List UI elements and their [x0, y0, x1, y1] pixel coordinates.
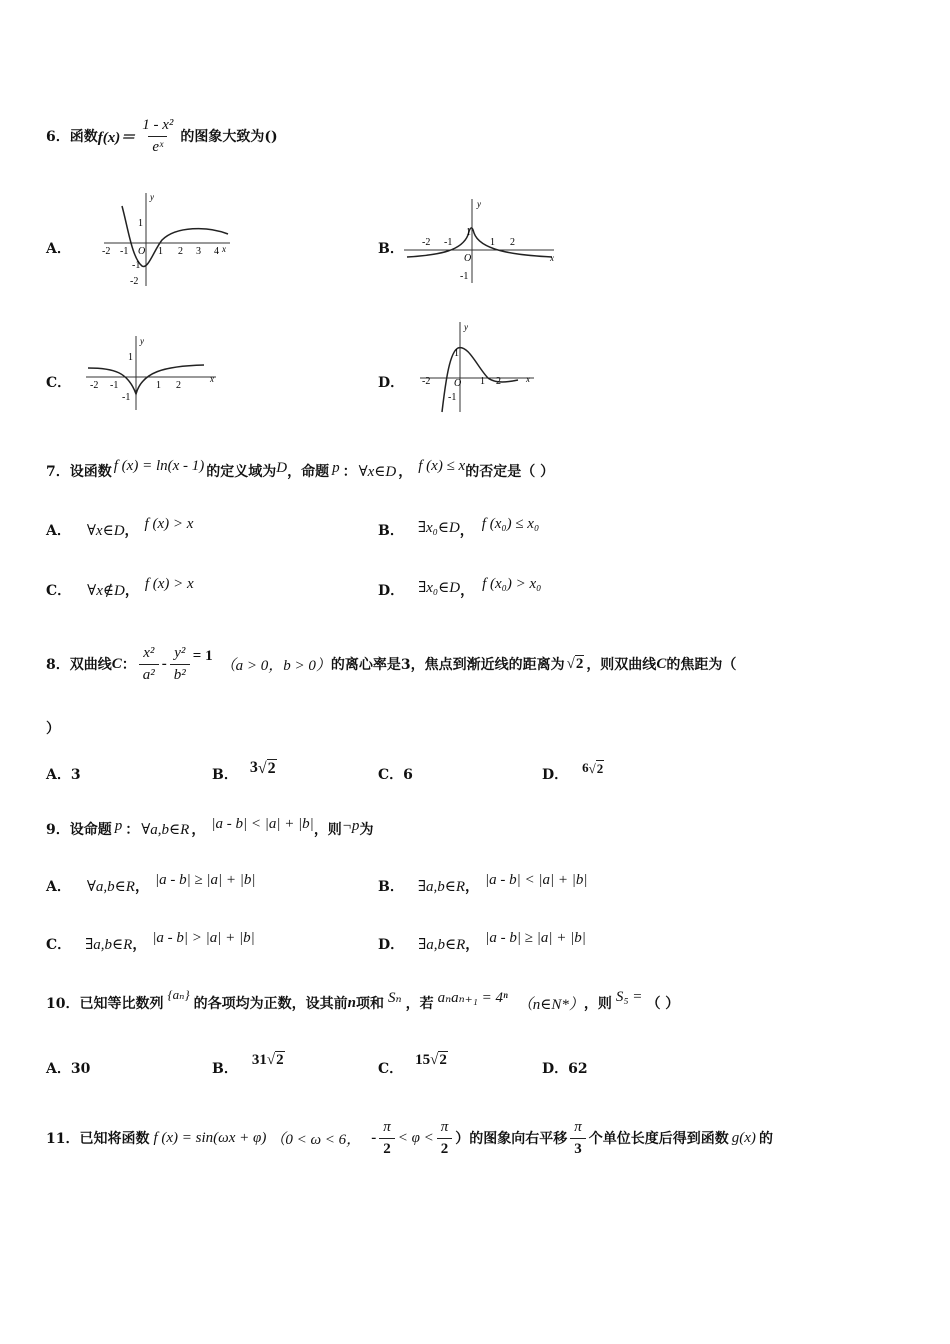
option-label: D．: [542, 767, 569, 783]
tick-label: -1: [132, 260, 141, 271]
option-comma: ，: [134, 879, 149, 895]
tick-label: x: [526, 374, 530, 384]
tick-label: 2: [176, 380, 181, 391]
tick-label: 1: [480, 376, 485, 387]
option-label: C．: [378, 767, 404, 783]
q7-option-a[interactable]: [46, 515, 194, 540]
tick-label: 1: [490, 237, 495, 248]
q6-option-a-label[interactable]: A．: [46, 241, 71, 257]
option-comma: ，: [132, 937, 147, 953]
q8-condition: （a > 0，b > 0）: [220, 657, 331, 674]
option-comma: ，: [124, 583, 139, 599]
option-comma: ，: [459, 523, 474, 539]
q10-prefix: 10．已知等比数列: [46, 996, 164, 1012]
option-value: 3: [70, 767, 81, 783]
tick-label: 1: [466, 227, 471, 238]
q10-option-d[interactable]: [542, 1058, 588, 1078]
option-condition: |a - b| ≥ |a| + |b|: [154, 871, 256, 888]
q9-condition: |a - b| < |a| + |b|: [211, 815, 314, 832]
q8-curve-name-2: C: [656, 655, 667, 672]
q9-quantifier: ∀a,b∈R: [141, 821, 190, 838]
q6-graph-b: [402, 195, 562, 287]
option-label: D．: [542, 1061, 569, 1077]
q11-frac-upper: [437, 1119, 453, 1158]
q10-text3: ，若: [405, 996, 434, 1012]
option-coefficient: 6: [582, 760, 589, 775]
denominator: 2: [437, 1138, 453, 1158]
numerator: y²: [174, 644, 186, 661]
q7-colon: ：: [342, 464, 357, 480]
q10-condition: （n∈N*）: [517, 996, 584, 1013]
q8-text3: 的焦距为（: [666, 657, 737, 673]
q6-option-d-label[interactable]: D．: [378, 375, 405, 391]
option-value: 62: [568, 1061, 588, 1077]
option-sqrt: √ 2: [430, 1052, 447, 1068]
option-sqrt: √ 2: [588, 760, 604, 776]
q10-relation: aₙaₙ₊₁ = 4ⁿ: [437, 989, 508, 1006]
q8-equals: = 1: [192, 647, 213, 664]
q7-forall: ∀x∈D: [358, 463, 397, 480]
q8-stem: [46, 634, 736, 694]
option-condition: f (x₀) ≤ x₀: [481, 515, 540, 532]
tick-label: 1: [128, 352, 133, 363]
q6-option-c-label[interactable]: C．: [46, 375, 72, 391]
q11-frac-lower: [379, 1119, 395, 1158]
tick-label: 1: [158, 246, 163, 257]
q6-numerator: 1 - x²: [142, 116, 174, 133]
radicand: 2: [439, 1052, 447, 1068]
tick-label: -1: [122, 392, 131, 403]
q7-domain: D: [276, 459, 288, 476]
tick-label: -1: [460, 271, 469, 282]
q7-mid1: 的定义域为: [206, 464, 277, 480]
option-label: A．: [46, 523, 71, 539]
q11-text2: 个单位长度后得到函数: [588, 1131, 729, 1147]
tick-label: x: [210, 374, 214, 384]
q6-prefix: 6．函数: [46, 129, 98, 145]
q6-stem: [46, 112, 278, 160]
tick-label: -1: [448, 392, 457, 403]
option-comma: ，: [460, 583, 475, 599]
curve: [88, 365, 204, 394]
q9-suffix: 为: [359, 822, 374, 838]
option-quantifier: ∀x∈D: [86, 522, 125, 539]
q11-text1: 的图象向右平移: [469, 1131, 568, 1147]
option-label: A．: [46, 767, 71, 783]
q10-option-a[interactable]: [46, 1058, 90, 1078]
option-label: B．: [378, 523, 404, 539]
q9-option-b[interactable]: [378, 871, 588, 896]
option-label: B．: [212, 1061, 238, 1077]
numerator: x²: [143, 644, 155, 661]
q10-S5: S₅ =: [615, 988, 643, 1005]
tick-label: -1: [120, 246, 129, 257]
q11-cond1: （0 < ω < 6，: [270, 1131, 362, 1148]
q8-option-b[interactable]: [212, 758, 277, 783]
q7-suffix: 的否定是（ ）: [465, 464, 555, 480]
q8-curve-name: C: [111, 655, 122, 672]
q9-option-d[interactable]: [378, 929, 586, 954]
tick-label: -1: [444, 237, 453, 248]
q11-stem: [46, 1112, 773, 1164]
option-quantifier: ∃x₀∈D: [417, 519, 460, 536]
option-value: 6: [403, 767, 413, 783]
tick-label: x: [550, 253, 554, 263]
option-label: D．: [378, 583, 405, 599]
q9-p: p: [114, 817, 123, 834]
tick-label: -2: [422, 376, 431, 387]
option-coefficient: 31: [251, 1051, 267, 1068]
q10-Sn: Sₙ: [388, 989, 402, 1006]
q8-text1: 的离心率是3，焦点到渐近线的距离为: [330, 657, 565, 673]
option-label: A．: [46, 879, 71, 895]
option-quantifier: ∃x₀∈D: [418, 579, 461, 596]
option-label: C．: [46, 937, 72, 953]
option-sqrt: √ 2: [266, 1052, 284, 1068]
q8-frac-x: [139, 645, 159, 684]
tick-label: y: [150, 192, 154, 202]
q11-neg: -: [371, 1129, 377, 1146]
q11-frac-shift: [570, 1119, 586, 1158]
q8-close-paren: ）: [46, 721, 60, 737]
denominator: b²: [170, 664, 190, 684]
q10-option-b[interactable]: [212, 1050, 285, 1077]
radicand: 2: [276, 1052, 284, 1068]
option-label: C．: [46, 583, 72, 599]
option-sqrt: √ 2: [257, 759, 276, 777]
q8-option-c[interactable]: [378, 764, 413, 784]
q8-colon: ：: [121, 657, 136, 673]
tick-label: O: [454, 378, 462, 389]
q9-option-a[interactable]: [46, 871, 256, 896]
option-quantifier: ∃a,b∈R: [418, 936, 466, 953]
option-condition: |a - b| > |a| + |b|: [152, 929, 255, 946]
q11-suffix: 的: [758, 1131, 773, 1147]
tick-label: -2: [90, 380, 99, 391]
q8-frac-y: [170, 645, 190, 684]
option-quantifier: ∃a,b∈R: [417, 878, 465, 895]
q6-fraction: [138, 117, 177, 156]
q11-prefix: 11．已知将函数: [46, 1131, 150, 1147]
q7-stem: [46, 456, 554, 486]
q7-func: f (x) = ln(x - 1): [113, 457, 205, 474]
tick-label: O: [138, 246, 146, 257]
option-condition: |a - b| ≥ |a| + |b|: [485, 929, 586, 946]
option-quantifier: ∀a,b∈R: [86, 878, 135, 895]
option-condition: |a - b| < |a| + |b|: [485, 871, 588, 888]
q9-prefix: 9．设命题: [46, 822, 112, 838]
q11-phi-range: < φ <: [397, 1129, 434, 1146]
option-label: D．: [378, 937, 405, 953]
q7-condition: f (x) ≤ x: [418, 457, 466, 474]
tick-label: -2: [130, 276, 139, 287]
q10-text1: 的各项均为正数，设其前: [193, 996, 348, 1012]
q8-prefix: 8．双曲线: [46, 657, 112, 673]
denominator: 2: [379, 1138, 395, 1158]
option-condition: f (x) > x: [144, 515, 194, 532]
tick-label: y: [140, 336, 144, 346]
q6-graph-d: [418, 318, 542, 416]
q8-option-d[interactable]: [542, 758, 604, 783]
q6-suffix: 的图象大致为(): [180, 129, 278, 145]
numerator: π: [440, 1118, 449, 1135]
q9-option-c[interactable]: [46, 929, 255, 954]
radicand: 2: [575, 656, 584, 672]
q8-text2: ，则双曲线: [586, 657, 657, 673]
q7-prefix: 7．设函数: [46, 464, 112, 480]
q9-mid: ，则: [313, 822, 342, 838]
q6-fx: f(x)＝: [97, 129, 136, 146]
option-label: B．: [212, 767, 238, 783]
denominator: a²: [139, 664, 159, 684]
option-quantifier: ∃a,b∈R: [85, 936, 133, 953]
q10-text4: ，则: [583, 996, 612, 1012]
tick-label: 3: [196, 246, 201, 257]
option-condition: f (x) > x: [144, 575, 194, 592]
option-comma: ，: [124, 523, 139, 539]
q9-colon: ：: [125, 822, 140, 838]
q10-text2: 项和: [356, 996, 384, 1012]
option-coefficient: 3: [249, 759, 258, 776]
q7-option-b[interactable]: [378, 515, 540, 540]
q7-mid2: ，命题: [287, 464, 330, 480]
q9-stem: [46, 814, 373, 844]
q8-minus: -: [161, 655, 167, 672]
q8-option-a[interactable]: [46, 764, 81, 784]
tick-label: 4: [214, 246, 219, 257]
q11-close: ）: [455, 1131, 470, 1147]
q10-sequence: {aₙ}: [167, 987, 190, 1002]
tick-label: -1: [110, 380, 119, 391]
tick-label: -2: [422, 237, 431, 248]
option-coefficient: 15: [415, 1051, 431, 1068]
curve: [122, 206, 228, 267]
tick-label: -2: [102, 246, 111, 257]
q10-stem: [46, 988, 679, 1018]
tick-label: O: [464, 253, 472, 264]
tick-label: 2: [496, 376, 501, 387]
q7-p: p: [332, 459, 340, 476]
q7-option-c[interactable]: [46, 575, 194, 600]
numerator: π: [574, 1118, 582, 1135]
q11-g: g(x): [731, 1129, 756, 1146]
numerator: π: [383, 1118, 391, 1135]
q6-graph-a: [98, 188, 238, 288]
option-label: B．: [378, 879, 404, 895]
tick-label: 2: [178, 246, 183, 257]
tick-label: 1: [156, 380, 161, 391]
q10-option-c[interactable]: [378, 1050, 448, 1077]
tick-label: 1: [454, 348, 459, 359]
tick-label: 1: [138, 218, 143, 229]
tick-label: 2: [510, 237, 515, 248]
tick-label: y: [477, 199, 481, 209]
q8-sqrt: √ 2: [566, 656, 584, 672]
radicand: 2: [267, 759, 276, 777]
tick-label: x: [222, 244, 226, 254]
option-comma: ，: [465, 879, 479, 895]
q6-graph-c: [84, 332, 224, 412]
q6-option-b-label[interactable]: B．: [378, 241, 404, 257]
denominator: 3: [570, 1138, 586, 1158]
q10-suffix: （ ）: [646, 996, 680, 1012]
q9-comma: ，: [191, 822, 206, 838]
option-quantifier: ∀x∉D: [87, 582, 125, 599]
q11-func: f (x) = sin(ωx + φ): [153, 1129, 267, 1146]
option-condition: f (x₀) > x₀: [482, 575, 542, 592]
q7-option-d[interactable]: [378, 575, 542, 600]
tick-label: y: [464, 322, 468, 332]
option-label: A．: [46, 1061, 71, 1077]
q10-n: n: [347, 994, 356, 1011]
option-comma: ，: [465, 937, 480, 953]
radicand: 2: [596, 760, 604, 776]
option-label: C．: [378, 1061, 404, 1077]
q6-denominator: eˣ: [148, 136, 167, 156]
q9-negation: ¬p: [341, 817, 360, 834]
option-value: 30: [70, 1061, 91, 1077]
q7-comma: ，: [398, 464, 413, 480]
